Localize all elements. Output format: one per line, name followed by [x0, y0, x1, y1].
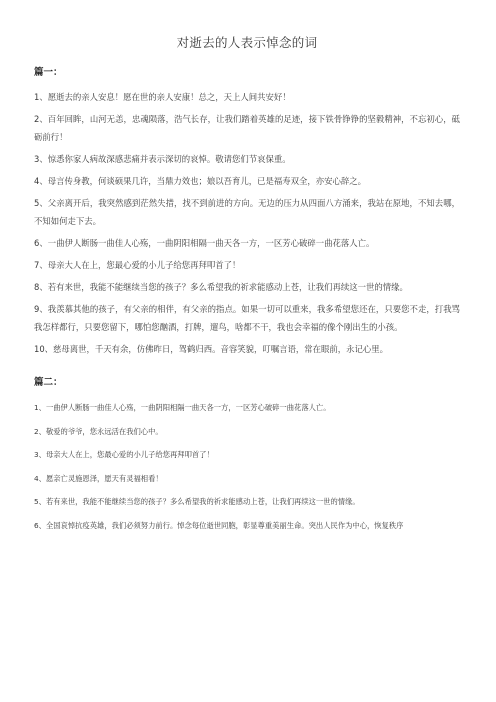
- section-one: [34, 66, 460, 358]
- paragraph-list: [34, 400, 460, 533]
- paragraph-item: 5、父亲离开后，我突然感到茫然失措，找不到前进的方向。无边的压力从四面八方涌来，我站在原地，不知去哪，不知如何走下去。: [34, 197, 460, 226]
- section-two: [34, 376, 460, 533]
- paragraph-list: [34, 89, 460, 358]
- paragraph-item: 8、若有来世，我能不能继续当您的孩子？多么希望我的祈求能感动上苍，让我们再续这一世的情缘。: [34, 281, 408, 292]
- paragraph-item: 2、敬爱的爷爷，您永远活在我们心中。: [34, 426, 163, 436]
- paragraph-item: 6、一曲伊人断肠一曲佳人心殇，一曲阴阳相隔一曲天各一方，一区芳心破碎一曲花落人亡。: [34, 237, 375, 248]
- paragraph-item: 7、母亲大人在上，您最心爱的小儿子给您再拜叩首了！: [34, 259, 241, 270]
- paragraph-item: 3、惊悉你家人病故深感悲痛并表示深切的哀悼。敬请您们节哀保重。: [34, 153, 291, 164]
- paragraph-item: 5、若有来世，我能不能继续当您的孩子？多么希望我的祈求能感动上苍，让我们再续这一世的情缘。: [34, 497, 360, 507]
- paragraph-item: 4、母言传身教，何谈硕果几许，当鼎力效也；娘以吾育儿，已是福寿双全，亦安心辞之。: [34, 175, 366, 186]
- paragraph-item: 9、我羡慕其他的孩子，有父亲的相伴，有父亲的指点。如果一切可以重来，我多希望您还在，只要您不走，打我骂我怎样都行，只要您留下，哪怕您酗酒，打牌，遛鸟，啥都不干，我也会幸福的像个刚出生的小孩。: [34, 303, 460, 332]
- section-heading: 篇二：: [34, 377, 63, 389]
- paragraph-item: 4、愿亲亡灵施恩泽，愿天有灵福相看！: [34, 473, 163, 483]
- paragraph-item: 2、百年回眸，山河无恙，忠魂陨落，浩气长存，让我们踏着英雄的足迹，接下铁骨铮铮的坚毅精神，不忘初心，砥砺前行！: [34, 114, 460, 142]
- paragraph-item: 10、慈母离世，千天有余，仿佛昨日，驾鹤归西。音容笑貌，叮嘱言语，常在眼前，永记心里。: [34, 343, 389, 354]
- paragraph-item: 6、全国哀悼抗疫英雄，我们必须努力前行。悼念每位逝世同胞，彰显尊重美丽生命。突出人民作为中心，恢复秩序: [34, 520, 404, 530]
- paragraph-item: 1、愿逝去的亲人安息！愿在世的亲人安康！总之，天上人间共安好！: [34, 92, 291, 102]
- paragraph-item: 1、一曲伊人断肠一曲佳人心殇，一曲阴阳相隔一曲天各一方，一区芳心破碎一曲花落人亡。: [34, 403, 331, 413]
- section-heading: 篇一：: [34, 67, 63, 78]
- paragraph-item: 3、母亲大人在上，您最心爱的小儿子给您再拜叩首了！: [34, 450, 214, 460]
- document-title: 对逝去的人表示悼念的词: [176, 35, 318, 50]
